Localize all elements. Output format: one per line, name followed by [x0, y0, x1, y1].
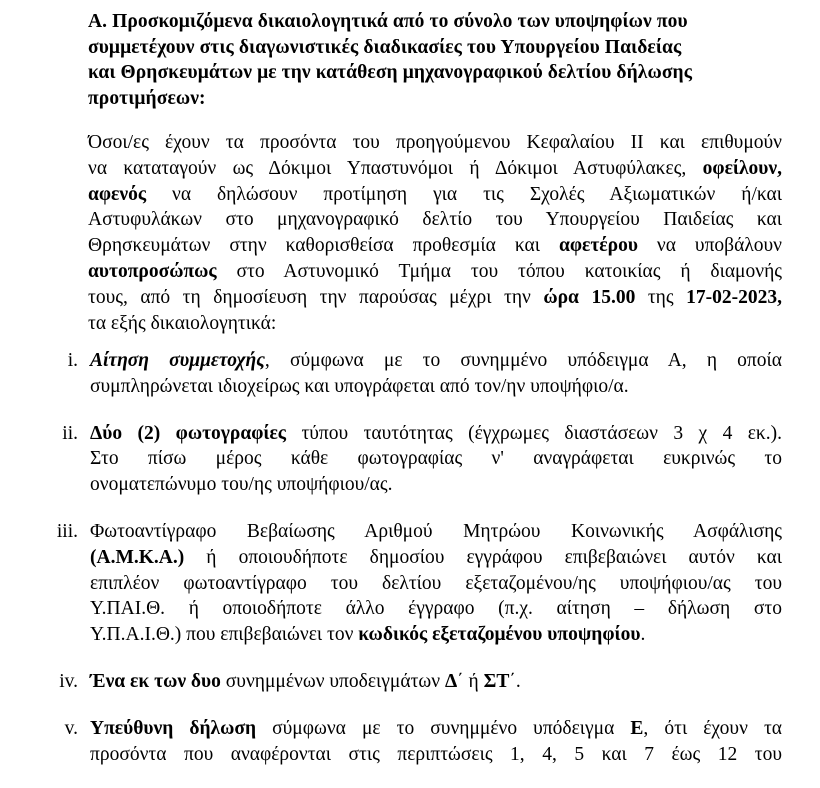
list-marker: iii.: [56, 520, 78, 542]
text-run: τα εξής δικαιολογητικά:: [88, 312, 277, 334]
list-item-content: [90, 421, 782, 498]
text-line: [88, 285, 782, 311]
heading-line: συμμετέχουν στις διαγωνιστικές διαδικασίες του Υπουργείου Παιδείας: [88, 36, 682, 58]
text-run: σύμφωνα με το συνημμένο υπόδειγμα: [256, 717, 631, 739]
text-run: ΄: [457, 670, 469, 692]
list-marker: v.: [64, 717, 78, 739]
heading-line: και Θρησκευμάτων με την κατάθεση μηχανογραφικού δελτίου δήλωσης: [88, 62, 693, 84]
text-run: Δ: [444, 670, 458, 692]
heading-line: προτιμήσεων:: [88, 87, 206, 109]
text-line: [90, 669, 782, 695]
text-line: [90, 545, 782, 571]
text-run: ή οποιουδήποτε δημοσίου εγγράφου επιβεβαιώνει αυτόν και: [184, 546, 782, 568]
text-line: [90, 446, 782, 472]
text-run: κωδικός εξεταζομένου υποψηφίου: [358, 624, 641, 646]
text-run: της: [635, 286, 687, 308]
text-run: να δηλώσουν προτίμηση για τις Σχολές Αξιωματικών ή/και: [146, 183, 782, 205]
text-run: στο Αστυνομικό Τμήμα του τόπου κατοικίας ή διαμονής: [216, 260, 782, 282]
list-marker: iv.: [59, 670, 78, 692]
text-line: [90, 472, 782, 498]
text-run: τους, από τη δημοσίευση την παρούσας μέχρι την: [88, 286, 544, 308]
text-run: ΄.: [509, 670, 521, 692]
text-run: Όσοι/ες έχουν τα προσόντα του προηγούμενου Κεφαλαίου ΙΙ και επιθυμούν: [88, 132, 782, 153]
list-item-content: [90, 348, 782, 400]
text-line: [88, 311, 782, 337]
text-line: [90, 716, 782, 742]
text-line: [88, 156, 782, 182]
text-run: .: [640, 624, 646, 646]
text-run: Υπεύθυνη δήλωση: [90, 717, 257, 739]
text-run: οφείλουν,: [702, 157, 782, 179]
text-line: [88, 259, 782, 285]
text-run: 17-02-2023,: [686, 286, 782, 308]
text-run: τύπου ταυτότητας (έγχρωμες διαστάσεων 3 χ 4 εκ.).: [286, 422, 782, 444]
text-run: Υ.Π.Α.Ι.Θ.) που επιβεβαιώνει τον: [90, 624, 359, 646]
text-run: αφενός: [88, 183, 147, 205]
text-run: αφετέρου: [558, 235, 638, 257]
list-item: [0, 421, 820, 498]
text-line: [88, 233, 782, 259]
intro-paragraph: [88, 130, 782, 336]
text-line: [88, 130, 782, 156]
list-item-content: [90, 519, 782, 648]
text-line: [90, 571, 782, 597]
list-item: [0, 348, 820, 400]
text-line: [88, 207, 782, 233]
list-item-content: [90, 716, 782, 768]
section-heading: [88, 9, 782, 111]
text-run: επιπλέον φωτοαντίγραφο του δελτίου εξεταζομένου/ης υποψήφιου/ας του: [90, 572, 782, 594]
text-run: Αστυφυλάκων στο μηχανογραφικό δελτίο του Υπουργείου Παιδείας και: [88, 209, 782, 231]
text-run: συμπληρώνεται ιδιοχείρως και υπογράφεται από τον/ην υποψήφιο/α.: [90, 375, 629, 397]
text-run: να υποβάλουν: [637, 235, 782, 257]
list-marker: i.: [67, 350, 78, 371]
text-run: ή: [468, 670, 484, 692]
text-run: Ε: [630, 717, 644, 739]
text-run: Στο πίσω μέρος κάθε φωτογραφίας ν' αναγράφεται ευκρινώς το: [90, 448, 782, 470]
text-line: [90, 596, 782, 622]
text-run: συνημμένων υποδειγμάτων: [220, 670, 445, 692]
heading-line: Α. Προσκομιζόμενα δικαιολογητικά από το σύνολο των υποψηφίων που: [88, 11, 688, 32]
text-run: προσόντα που αναφέρονται στις περιπτώσεις 1, 4, 5 και 7 έως 12 του: [90, 743, 782, 765]
text-run: ονοματεπώνυμο του/ης υποψήφιου/ας.: [90, 474, 393, 496]
list-item-content: [90, 669, 782, 695]
text-run: , ότι έχουν τα: [643, 717, 782, 739]
text-run: Αίτηση συμμετοχής: [90, 350, 265, 371]
requirements-list: [0, 348, 820, 788]
list-item: [0, 669, 820, 695]
text-run: Θρησκευμάτων στην καθορισθείσα προθεσμία και: [88, 235, 559, 257]
text-line: [90, 519, 782, 545]
list-item: [0, 519, 820, 648]
text-run: (Α.Μ.Κ.Α.): [90, 546, 185, 568]
text-run: Φωτοαντίγραφο Βεβαίωσης Αριθμού Μητρώου Κοινωνικής Ασφάλισης: [90, 520, 782, 542]
text-run: αυτοπροσώπως: [88, 260, 217, 282]
text-line: [90, 622, 782, 648]
text-run: ώρα 15.00: [543, 286, 636, 308]
text-line: [90, 742, 782, 768]
list-marker: ii.: [62, 422, 78, 444]
text-run: ΣΤ: [483, 670, 510, 692]
text-line: [90, 348, 782, 374]
text-run: , σύμφωνα με το συνημμένο υπόδειγμα Α, η οποία: [264, 350, 782, 371]
list-item: [0, 716, 820, 768]
text-run: να καταταγούν ως Δόκιμοι Υπαστυνόμοι ή Δόκιμοι Αστυφύλακες,: [88, 157, 703, 179]
text-run: Δύο (2) φωτογραφίες: [90, 422, 287, 444]
text-run: Υ.ΠΑΙ.Θ. ή οποιοδήποτε άλλο έγγραφο (π.χ. αίτηση – δήλωση στο: [90, 598, 782, 620]
text-line: [90, 421, 782, 447]
text-run: Ένα εκ των δυο: [90, 670, 221, 692]
text-line: [88, 182, 782, 208]
text-line: [90, 374, 782, 400]
